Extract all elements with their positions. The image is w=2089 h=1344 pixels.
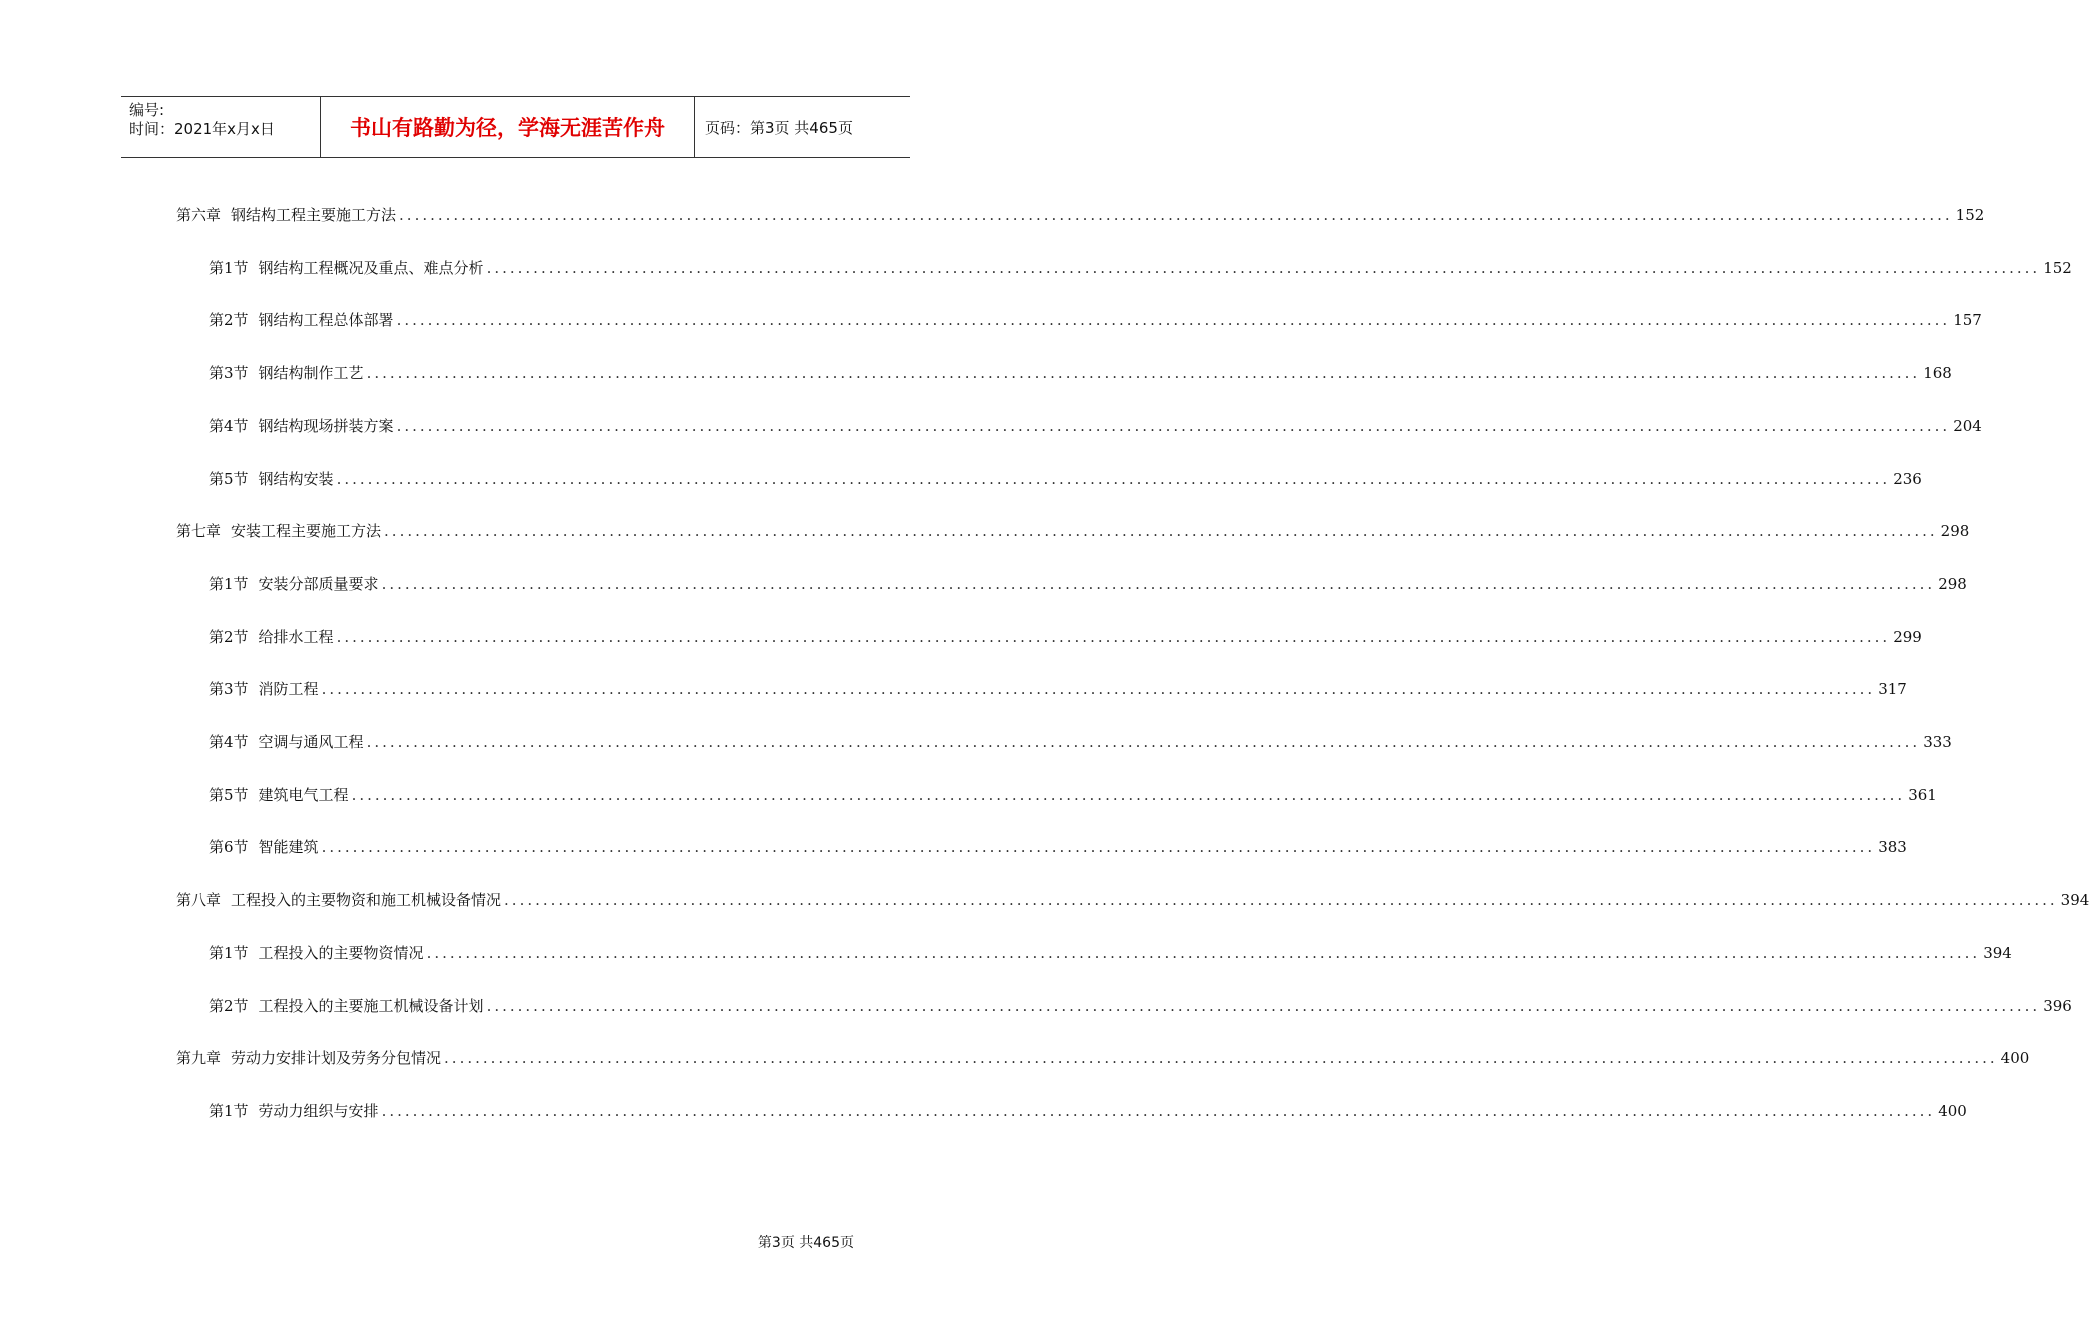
toc-leader-dots: ........................................................................................................................................................................................................ (381, 574, 1936, 593)
toc-leader-dots: ........................................................................................................................................................................................................ (504, 891, 2058, 910)
toc-entry-number: 第九章 (176, 1049, 222, 1068)
toc-leader-dots: ........................................................................................................................................................................................................ (396, 311, 1951, 330)
toc-entry-page: 383 (1878, 838, 1907, 857)
header-meta (121, 97, 321, 157)
toc-entry-number: 第4节 (209, 416, 249, 435)
toc-entry-number: 第2节 (209, 627, 249, 646)
toc-leader-dots: ........................................................................................................................................................................................................ (321, 838, 1876, 857)
toc-entry-title: 工程投入的主要物资和施工机械设备情况 (231, 891, 502, 910)
header-page-info: 页码：第3页 共465页 (705, 118, 853, 137)
toc-entry-title: 给排水工程 (258, 627, 334, 646)
toc-leader-dots: ........................................................................................................................................................................................................ (351, 785, 1906, 804)
toc-entry-page: 396 (2043, 996, 2072, 1015)
toc-entry[interactable] (209, 468, 1922, 490)
toc-entry-title: 钢结构工程总体部署 (258, 311, 394, 330)
toc-entry[interactable] (209, 415, 1982, 437)
toc-entry-number: 第5节 (209, 469, 249, 488)
toc-entry[interactable] (176, 889, 2089, 911)
toc-leader-dots: ........................................................................................................................................................................................................ (396, 416, 1951, 435)
toc-entry-page: 236 (1893, 469, 1922, 488)
toc-entry-number: 第2节 (209, 996, 249, 1015)
header-motto: 书山有路勤为径，学海无涯苦作舟 (321, 97, 695, 157)
toc-entry-page: 400 (2000, 1049, 2030, 1068)
toc-leader-dots: ........................................................................................................................................................................................................ (366, 364, 1921, 383)
toc-leader-dots: ........................................................................................................................................................................................................ (336, 469, 1891, 488)
toc-entry-title: 工程投入的主要施工机械设备计划 (258, 996, 484, 1015)
toc-entry-title: 智能建筑 (258, 838, 319, 857)
toc-entry[interactable] (209, 784, 1937, 806)
toc-entry-number: 第1节 (209, 574, 249, 593)
toc-entry-page: 317 (1878, 680, 1907, 699)
toc-entry-page: 394 (1983, 943, 2012, 962)
toc-entry-page: 394 (2060, 891, 2089, 910)
toc-entry-title: 空调与通风工程 (258, 733, 364, 751)
toc-entry-number: 第六章 (176, 206, 222, 224)
toc-entry[interactable] (209, 1100, 1967, 1122)
toc-leader-dots: ........................................................................................................................................................................................................ (426, 943, 1981, 962)
toc-entry-title: 钢结构现场拼装方案 (258, 416, 394, 435)
page-header (121, 96, 910, 158)
toc-entry-page: 204 (1953, 416, 1982, 435)
toc-entry-number: 第七章 (176, 522, 222, 541)
toc-leader-dots: ........................................................................................................................................................................................................ (486, 258, 2041, 277)
toc-entry-page: 152 (2043, 258, 2072, 277)
toc-leader-dots: ........................................................................................................................................................................................................ (381, 1101, 1936, 1120)
toc-entry-number: 第4节 (209, 733, 249, 751)
toc-leader-dots: ........................................................................................................................................................................................................ (486, 996, 2041, 1015)
toc-entry[interactable] (209, 836, 1907, 858)
toc-entry-page: 400 (1938, 1101, 1967, 1120)
toc-entry-number: 第1节 (209, 258, 249, 277)
toc-entry-page: 333 (1923, 733, 1952, 751)
toc-entry-title: 钢结构安装 (258, 469, 334, 488)
toc-leader-dots: ........................................................................................................................................................................................................ (399, 206, 1953, 224)
toc-entry-page: 152 (1955, 206, 1985, 224)
toc-entry-title: 钢结构制作工艺 (258, 364, 364, 383)
toc-entry[interactable] (209, 309, 1982, 331)
toc-leader-dots: ........................................................................................................................................................................................................ (366, 733, 1921, 751)
page-footer: 第3页 共465页 (757, 1235, 854, 1251)
toc-entry-page: 157 (1953, 311, 1982, 330)
toc-entry[interactable] (209, 731, 1952, 753)
toc-entry-page: 299 (1893, 627, 1922, 646)
toc-entry-number: 第1节 (209, 1101, 249, 1120)
toc-entry-title: 建筑电气工程 (258, 785, 349, 804)
toc-entry-title: 工程投入的主要物资情况 (258, 943, 424, 962)
toc-leader-dots: ........................................................................................................................................................................................................ (336, 627, 1891, 646)
toc-entry[interactable] (209, 626, 1922, 648)
toc-entry-page: 298 (1938, 574, 1967, 593)
toc-entry[interactable] (176, 204, 1985, 226)
toc-entry[interactable] (209, 573, 1967, 595)
toc-entry[interactable] (209, 362, 1952, 384)
toc-leader-dots: ........................................................................................................................................................................................................ (321, 680, 1876, 699)
toc-entry-number: 第八章 (176, 891, 222, 910)
toc-entry-title: 钢结构工程主要施工方法 (231, 206, 397, 224)
toc-entry-title: 劳动力安排计划及劳务分包情况 (231, 1049, 442, 1068)
toc-entry-title: 钢结构工程概况及重点、难点分析 (258, 258, 484, 277)
doc-time-label: 时间：2021年x月x日 (129, 120, 275, 138)
toc-entry-number: 第1节 (209, 943, 249, 962)
toc-entry-title: 安装工程主要施工方法 (231, 522, 382, 541)
toc-entry-page: 298 (1940, 522, 1970, 541)
toc-entry[interactable] (176, 520, 1970, 542)
toc-entry-number: 第2节 (209, 311, 249, 330)
toc-leader-dots: ........................................................................................................................................................................................................ (384, 522, 1938, 541)
toc-leader-dots: ........................................................................................................................................................................................................ (444, 1049, 1998, 1068)
toc-entry[interactable] (209, 995, 2072, 1017)
toc-entry-title: 消防工程 (258, 680, 319, 699)
toc-entry[interactable] (209, 257, 2072, 279)
toc-entry-title: 安装分部质量要求 (258, 574, 379, 593)
toc-entry-title: 劳动力组织与安排 (258, 1101, 379, 1120)
doc-number-label: 编号: (129, 101, 165, 119)
toc-entry[interactable] (176, 1047, 2030, 1069)
toc-entry-page: 168 (1923, 364, 1952, 383)
toc-entry-number: 第6节 (209, 838, 249, 857)
toc-entry[interactable] (209, 942, 2012, 964)
toc-entry-page: 361 (1908, 785, 1937, 804)
toc-entry[interactable] (209, 678, 1907, 700)
toc-entry-number: 第3节 (209, 364, 249, 383)
toc-entry-number: 第3节 (209, 680, 249, 699)
toc-entry-number: 第5节 (209, 785, 249, 804)
